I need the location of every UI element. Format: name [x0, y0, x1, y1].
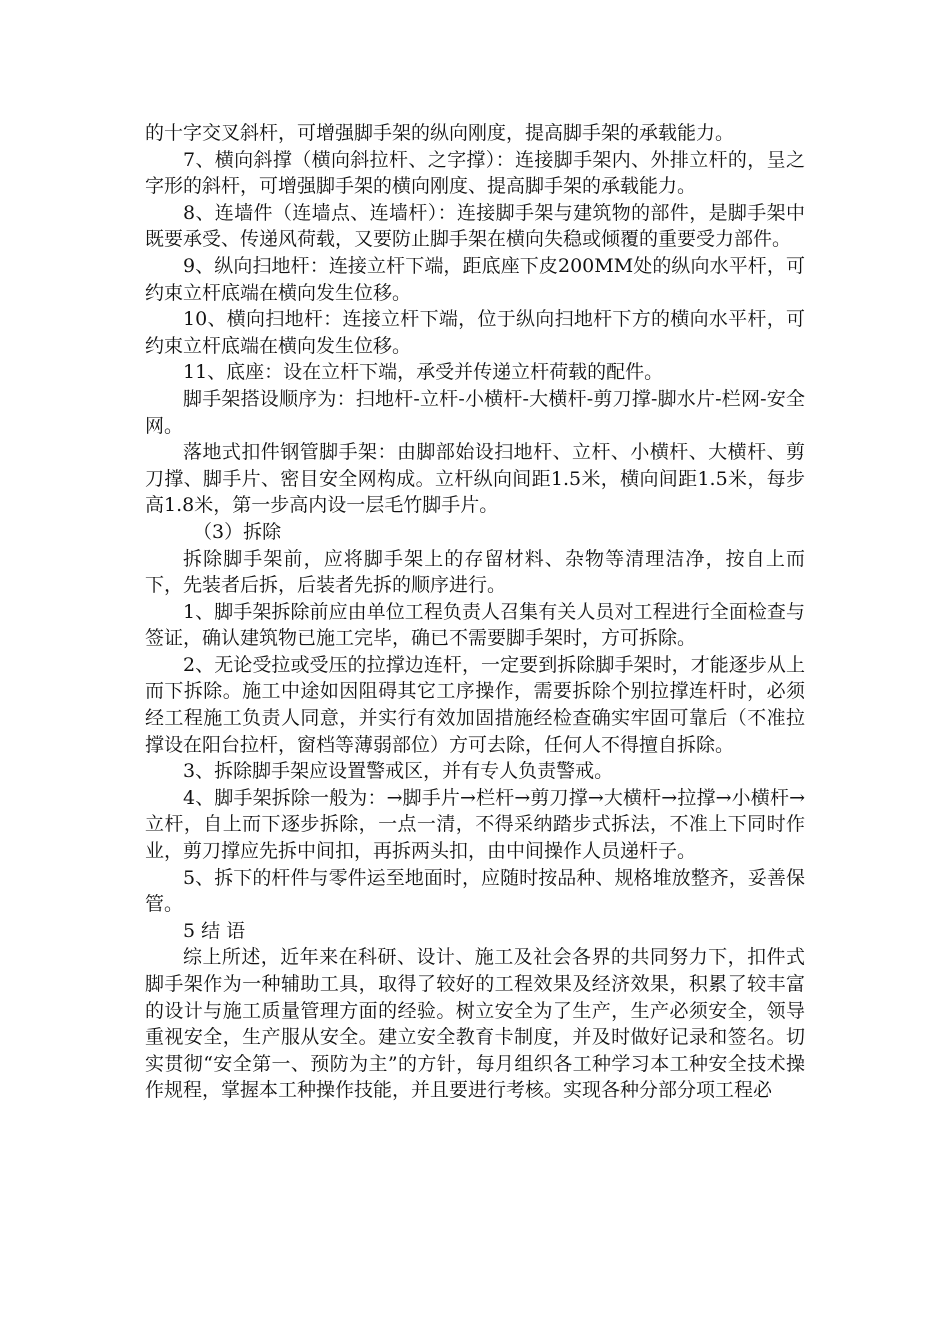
- paragraph-item-7: 7、横向斜撑（横向斜拉杆、之字撑）：连接脚手架内、外排立杆的，呈之字形的斜杆，可增强脚手架的横向刚度、提高脚手架的承载能力。: [145, 148, 805, 198]
- paragraph-dismantle-1: 1、脚手架拆除前应由单位工程负责人召集有关人员对工程进行全面检查与签证，确认建筑物已施工完毕，确已不需要脚手架时，方可拆除。: [145, 600, 805, 650]
- paragraph-item-10: 10、横向扫地杆：连接立杆下端，位于纵向扫地杆下方的横向水平杆，可约束立杆底端在横向发生位移。: [145, 308, 805, 357]
- paragraph-floor-scaffold: 落地式扣件钢管脚手架：由脚部始设扫地杆、立杆、小横杆、大横杆、剪刀撑、脚手片、密目安全网构成。立杆纵向间距1.5米，横向间距1.5米，每步高1.8米，第一步高内设一层毛竹脚手片。: [145, 441, 805, 517]
- paragraph-dismantle-5: 5、拆下的杆件与零件运至地面时，应随时按品种、规格堆放整齐，妥善保管。: [145, 866, 805, 916]
- section-heading-dismantle: （3）拆除: [193, 520, 282, 543]
- paragraph-continuation: 的十字交叉斜杆，可增强脚手架的纵向刚度，提高脚手架的承载能力。: [145, 122, 735, 144]
- paragraph-dismantle-intro: 拆除脚手架前，应将脚手架上的存留材料、杂物等清理洁净，按自上而下，先装者后拆，后装者先拆的顺序进行。: [145, 547, 805, 597]
- paragraph-dismantle-2: 2、无论受拉或受压的拉撑边连杆，一定要到拆除脚手架时，才能逐步从上而下拆除。施工中途如因阻碍其它工序操作，需要拆除个别拉撑连杆时，必须经工程施工负责人同意，并实行有效加固措施经检查确实牢固可靠后（不准拉撑设在阳台拉杆，窗档等薄弱部位）方可去除，任何人不得擅自拆除。: [145, 653, 805, 756]
- paragraph-item-9: 9、纵向扫地杆：连接立杆下端，距底座下皮200MM处的纵向水平杆，可约束立杆底端在横向发生位移。: [145, 254, 805, 304]
- document-body: [145, 120, 805, 1104]
- paragraph-dismantle-3: 3、拆除脚手架应设置警戒区，并有专人负责警戒。: [183, 760, 614, 783]
- section-heading-conclusion: 5 结 语: [183, 919, 246, 942]
- paragraph-conclusion: 综上所述，近年来在科研、设计、施工及社会各界的共同努力下，扣件式脚手架作为一种辅助工具，取得了较好的工程效果及经济效果，积累了较丰富的设计与施工质量管理方面的经验。树立安全为了生产，生产必须安全，领导重视安全，生产服从安全。建立安全教育卡制度，并及时做好记录和签名。切实贯彻“安全第一、预防为主”的方针，每月组织各工种学习本工种安全技术操作规程，掌握本工种操作技能，并且要进行考核。实现各种分部分项工程必: [145, 946, 805, 1102]
- paragraph-erection-order: 脚手架搭设顺序为：扫地杆-立杆-小横杆-大横杆-剪刀撑-脚水片-栏网-安全网。: [145, 387, 805, 437]
- paragraph-dismantle-4: 4、脚手架拆除一般为：→脚手片→栏杆→剪刀撑→大横杆→拉撑→小横杆→立杆，自上而下逐步拆除，一点一清，不得采纳踏步式拆法，不准上下同时作业，剪刀撑应先拆中间扣，再拆两头扣，由中间操作人员递杆子。: [145, 786, 805, 863]
- paragraph-item-8: 8、连墙件（连墙点、连墙杆）：连接脚手架与建筑物的部件，是脚手架中既要承受、传递风荷载，又要防止脚手架在横向失稳或倾覆的重要受力部件。: [145, 201, 805, 251]
- paragraph-item-11: 11、底座：设在立杆下端，承受并传递立杆荷载的配件。: [183, 361, 664, 384]
